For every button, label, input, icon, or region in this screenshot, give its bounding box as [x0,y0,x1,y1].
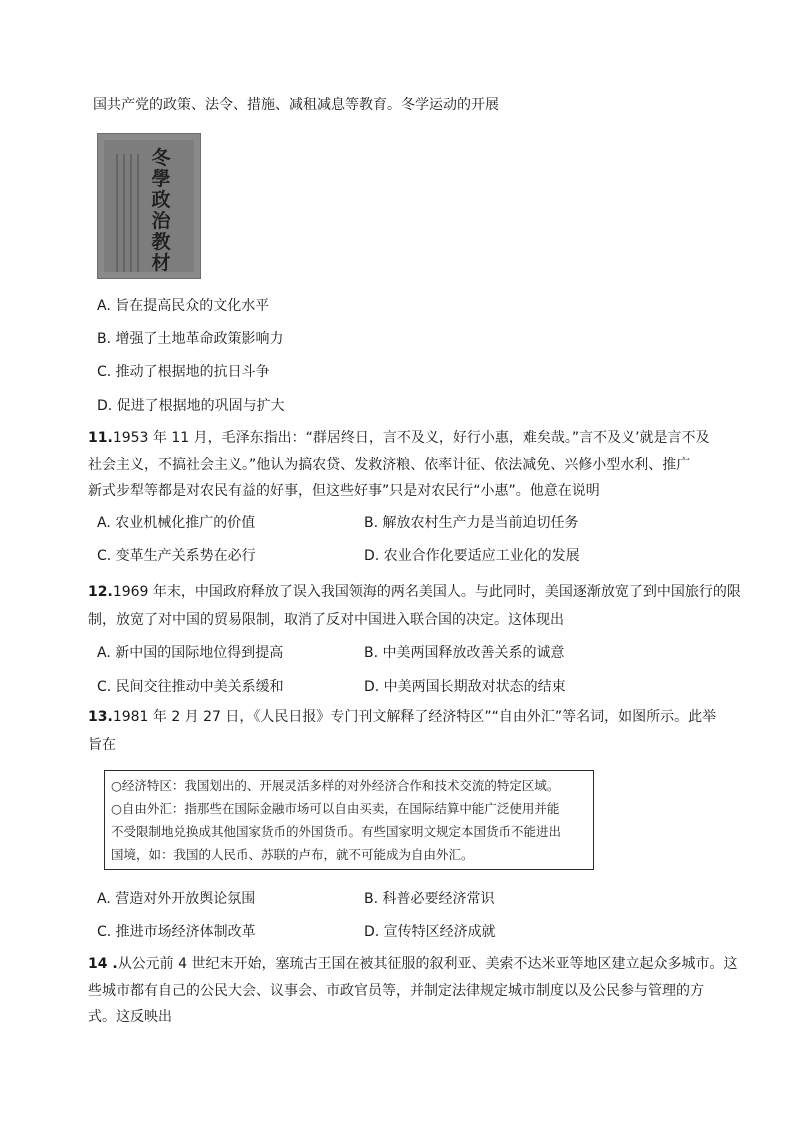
book-cover-text-lines [114,154,144,272]
q14-text: 从公元前 4 世纪末开始，塞琉古王国在被其征服的叙利亚、美索不达米亚等地区建立起众多城市。这 [117,956,738,972]
q13-option-c: C. 推进市场经济体制改革 [97,924,256,940]
q12-number: 12. [88,584,113,600]
q13-stem-line-2: 旨在 [88,737,116,753]
q13-option-a: A. 营造对外开放舆论氛围 [97,891,256,907]
excerpt-line: ○自由外汇：指那些在国际金融市场可以自由买卖，在国际结算中能广泛使用并能 [111,801,560,816]
q12-stem-line-2: 制，放宽了对中国的贸易限制，取消了反对中国进入联合国的决定。这体现出 [88,612,564,628]
q10-option-d: D. 促进了根据地的巩固与扩大 [97,398,285,414]
q12-option-b: B. 中美两国释放改善关系的诚意 [364,645,565,661]
q11-option-c: C. 变革生产关系势在必行 [97,548,256,564]
q13-stem-line-1 [88,707,716,727]
q13-option-d: D. 宣传特区经济成就 [364,924,496,940]
excerpt-line: 不受限制地兑换成其他国家货币的外国货币。有些国家明文规定本国货币不能进出 [111,824,562,839]
q12-stem-line-1 [88,582,741,602]
q12-option-d: D. 中美两国长期敌对状态的结束 [364,679,566,695]
q11-option-d: D. 农业合作化要适应工业化的发展 [364,548,580,564]
q12-text: 1969 年末，中国政府释放了误入我国领海的两名美国人。与此同时，美国逐渐放宽了到中国旅行的限 [112,584,741,600]
q14-number: 14 . [88,956,118,972]
q11-option-a: A. 农业机械化推广的价值 [97,515,256,531]
excerpt-line: 国境，如：我国的人民币、苏联的卢布，就不可能成为自由外汇。 [111,847,474,862]
q10-option-c: C. 推动了根据地的抗日斗争 [97,364,270,380]
q13-option-b: B. 科普必要经济常识 [364,891,495,907]
q14-stem-line-1 [88,954,738,974]
q11-number: 11. [88,430,113,446]
q11-stem-line-3: 新式步犁等都是对农民有益的好事，但这些好事”只是对农民行“小惠”。他意在说明 [88,483,600,499]
newspaper-excerpt-box [104,770,594,870]
q12-option-a: A. 新中国的国际地位得到提高 [97,645,284,661]
q10-option-a: A. 旨在提高民众的文化水平 [97,298,270,314]
q13-number: 13. [88,709,113,725]
q10-option-b: B. 增强了土地革命政策影响力 [97,331,284,347]
q11-text: 1953 年 11 月，毛泽东指出：“群居终日，言不及义，好行小惠，难矣哉。”言不及义’就是言不及 [112,430,710,446]
q11-stem-line-2: 社会主义，不搞社会主义。”他认为搞农贷、发救济粮、依率计征、依法减免、兴修小型水利、推广 [88,457,691,473]
q11-option-b: B. 解放农村生产力是当前迫切任务 [364,515,579,531]
intro-line: 国共产党的政策、法令、措施、减租减息等教育。冬学运动的开展 [93,97,499,113]
q14-stem-line-3: 式。这反映出 [88,1009,172,1025]
q13-text: 1981 年 2 月 27 日，《人民日报》专门刊文解释了经济特区”“自由外汇”等名词，如图所示。此举 [112,709,717,725]
excerpt-line: ○经济特区：我国划出的、开展灵活多样的对外经济合作和技术交流的特定区域。 [111,778,560,793]
q11-stem-line-1 [88,428,710,448]
winter-study-textbook-image [97,133,201,279]
book-title: 冬學政治教材 [151,147,171,274]
q14-stem-line-2: 些城市都有自己的公民大会、议事会、市政官员等，并制定法律规定城市制度以及公民参与管理的方 [88,983,704,999]
q12-option-c: C. 民间交往推动中美关系缓和 [97,679,284,695]
